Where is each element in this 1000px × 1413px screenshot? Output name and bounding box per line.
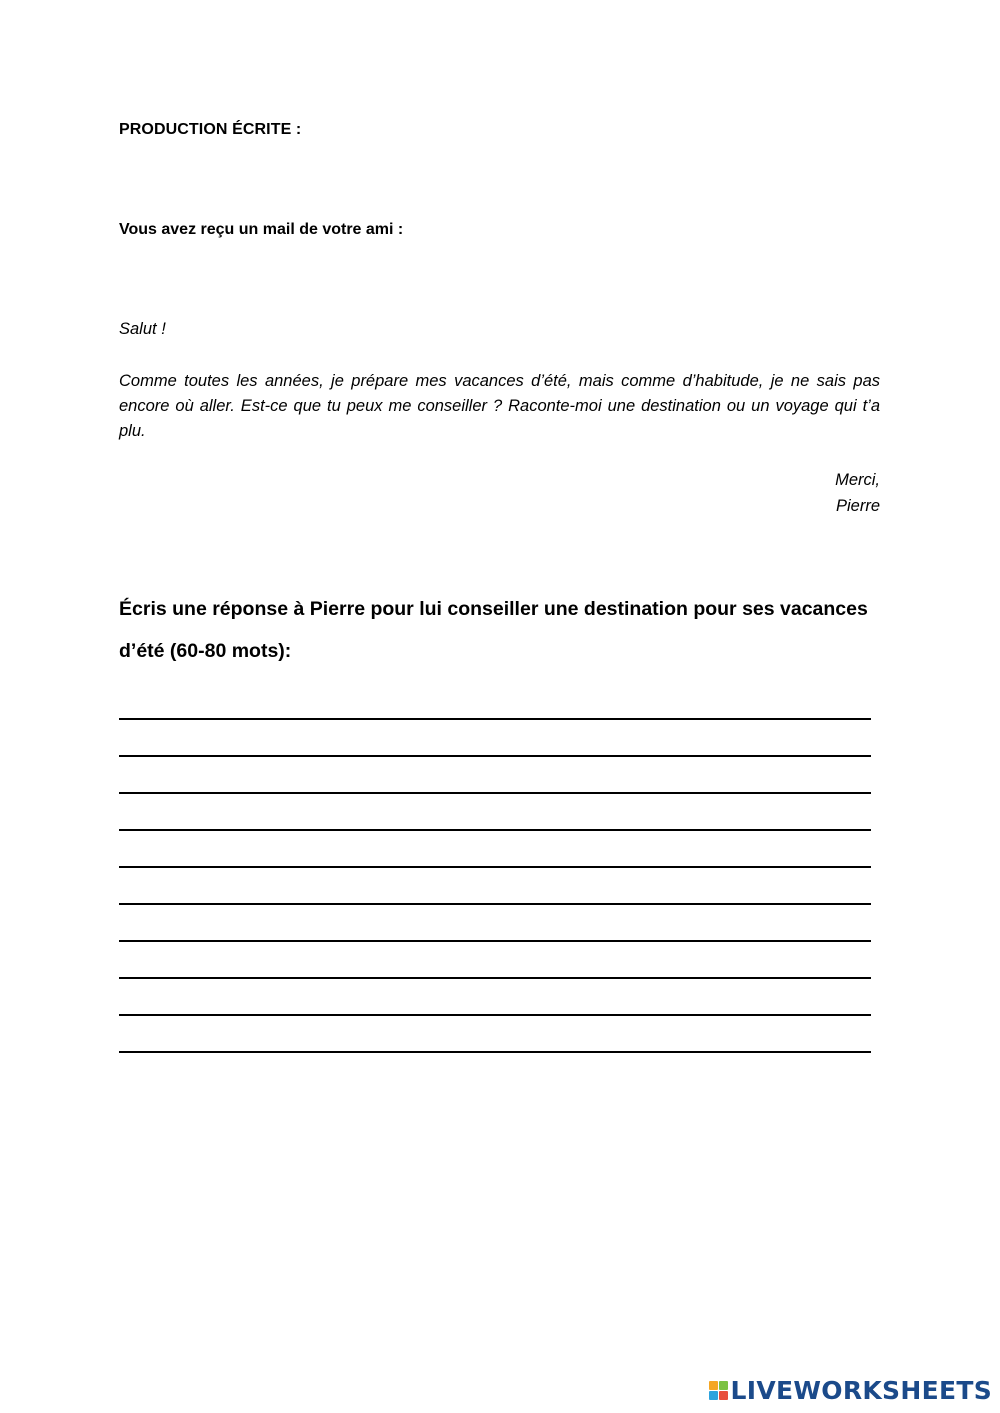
section-heading: PRODUCTION ÉCRITE : [119, 121, 302, 138]
answer-line[interactable] [119, 755, 871, 757]
liveworksheets-logo-icon [709, 1381, 728, 1400]
logo-square [719, 1381, 728, 1390]
task-instruction: Écris une réponse à Pierre pour lui conseiller une destination pour ses vacances d’été (60-80 mots): [119, 598, 868, 662]
answer-line[interactable] [119, 977, 871, 979]
logo-square [709, 1381, 718, 1390]
answer-line[interactable] [119, 866, 871, 868]
mail-signoff [119, 467, 880, 519]
logo-square [709, 1391, 718, 1400]
answer-line[interactable] [119, 940, 871, 942]
answer-line[interactable] [119, 903, 871, 905]
answer-line[interactable] [119, 1051, 871, 1053]
answer-line[interactable] [119, 718, 871, 720]
answer-line[interactable] [119, 792, 871, 794]
mail-greeting: Salut ! [119, 320, 166, 338]
intro-text: Vous avez reçu un mail de votre ami : [119, 221, 404, 238]
mail-signature: Pierre [835, 497, 880, 515]
answer-line[interactable] [119, 829, 871, 831]
logo-text: LIVEWORKSHEETS [730, 1376, 992, 1405]
answer-area[interactable] [119, 718, 871, 1088]
mail-closing: Merci, [835, 471, 880, 489]
answer-line[interactable] [119, 1014, 871, 1016]
liveworksheets-logo [709, 1376, 992, 1405]
mail-body: Comme toutes les années, je prépare mes vacances d’été, mais comme d’habitude, je ne sais pas encore où aller. Est-ce que tu peux me conseiller ? Raconte-moi une destination ou un voyage qui t’a plu. [119, 372, 880, 440]
logo-square [719, 1391, 728, 1400]
